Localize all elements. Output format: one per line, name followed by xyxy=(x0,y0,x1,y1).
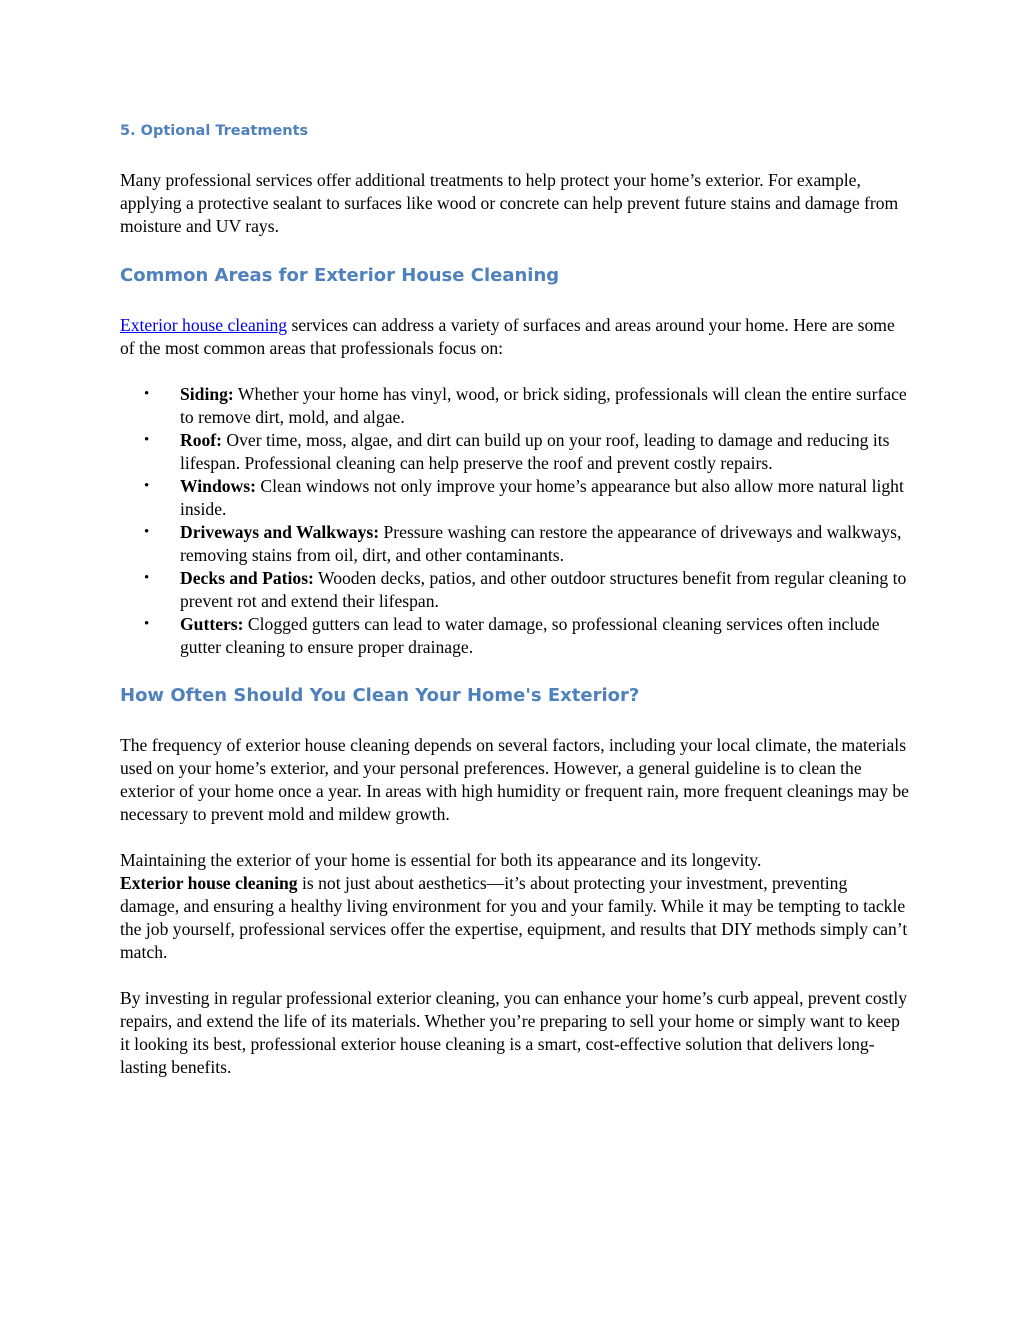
list-item-text: Over time, moss, algae, and dirt can build up on your roof, leading to damage and reducing its lifespan. Professional cleaning can help preserve the roof and prevent costly repairs. xyxy=(180,430,890,473)
common-areas-intro-text: services can address a variety of surfaces and areas around your home. Here are some of the most common areas that professionals focus on: xyxy=(120,315,895,358)
bullet-icon: • xyxy=(144,386,150,402)
paragraph-2-bold-term: Exterior house cleaning xyxy=(120,873,298,893)
list-item-gutters xyxy=(120,613,910,659)
list-item-term: Windows: xyxy=(180,476,256,496)
list-item-term: Roof: xyxy=(180,430,223,450)
common-areas-list xyxy=(120,383,910,659)
exterior-house-cleaning-link[interactable]: Exterior house cleaning xyxy=(120,315,288,335)
how-often-paragraph-1: The frequency of exterior house cleaning depends on several factors, including your local climate, the materials used on your home’s exterior, and your personal preferences. However, a general guideline is to clean the exterior of your home once a year. In areas with high humidity or frequent rain, more frequent cleanings may be necessary to prevent mold and mildew growth. xyxy=(120,735,909,824)
list-item-term: Driveways and Walkways: xyxy=(180,522,380,542)
list-item-text: Clean windows not only improve your home’s appearance but also allow more natural light inside. xyxy=(180,476,904,519)
bullet-icon: • xyxy=(144,432,150,448)
list-item-term: Gutters: xyxy=(180,614,244,634)
paragraph-2-lead: Maintaining the exterior of your home is essential for both its appearance and its longevity. xyxy=(120,850,762,870)
list-item-term: Siding: xyxy=(180,384,234,404)
how-often-paragraph-3: By investing in regular professional exterior cleaning, you can enhance your home’s curb appeal, prevent costly repairs, and extend the life of its materials. Whether you’re preparing to sell your home or simply want to keep it looking its best, professional exterior house cleaning is a smart, cost-effective solution that delivers long-lasting benefits. xyxy=(120,988,908,1077)
list-item-decks xyxy=(120,567,910,613)
paragraph-2-text: is not just about aesthetics—it’s about protecting your investment, preventing damage, and ensuring a healthy living environment for you and your family. While it may be tempting to tackle the job yourself, professional services offer the expertise, equipment, and results that DIY methods simply can’t match. xyxy=(120,873,908,962)
bullet-icon: • xyxy=(144,616,150,632)
optional-treatments-heading: 5. Optional Treatments xyxy=(120,123,309,139)
common-areas-heading: Common Areas for Exterior House Cleaning xyxy=(120,265,560,286)
bullet-icon: • xyxy=(144,524,150,540)
list-item-text: Clogged gutters can lead to water damage, so professional cleaning services often include gutter cleaning to ensure proper drainage. xyxy=(180,614,880,657)
list-item-text: Whether your home has vinyl, wood, or brick siding, professionals will clean the entire surface to remove dirt, mold, and algae. xyxy=(180,384,907,427)
how-often-paragraph-2 xyxy=(120,849,910,964)
how-often-heading: How Often Should You Clean Your Home's Exterior? xyxy=(120,685,640,706)
list-item-roof xyxy=(120,429,910,475)
list-item-siding xyxy=(120,383,910,429)
list-item-driveways xyxy=(120,521,910,567)
common-areas-intro xyxy=(120,314,910,360)
list-item-text: Pressure washing can restore the appearance of driveways and walkways, removing stains from oil, dirt, and other contaminants. xyxy=(180,522,902,565)
optional-treatments-paragraph: Many professional services offer additional treatments to help protect your home’s exterior. For example, applying a protective sealant to surfaces like wood or concrete can help prevent future stains and damage from moisture and UV rays. xyxy=(120,170,899,236)
list-item-windows xyxy=(120,475,910,521)
page-content xyxy=(120,118,910,1079)
bullet-icon: • xyxy=(144,570,150,586)
bullet-icon: • xyxy=(144,478,150,494)
list-item-text: Wooden decks, patios, and other outdoor structures benefit from regular cleaning to prevent rot and extend their lifespan. xyxy=(180,568,907,611)
list-item-term: Decks and Patios: xyxy=(180,568,314,588)
